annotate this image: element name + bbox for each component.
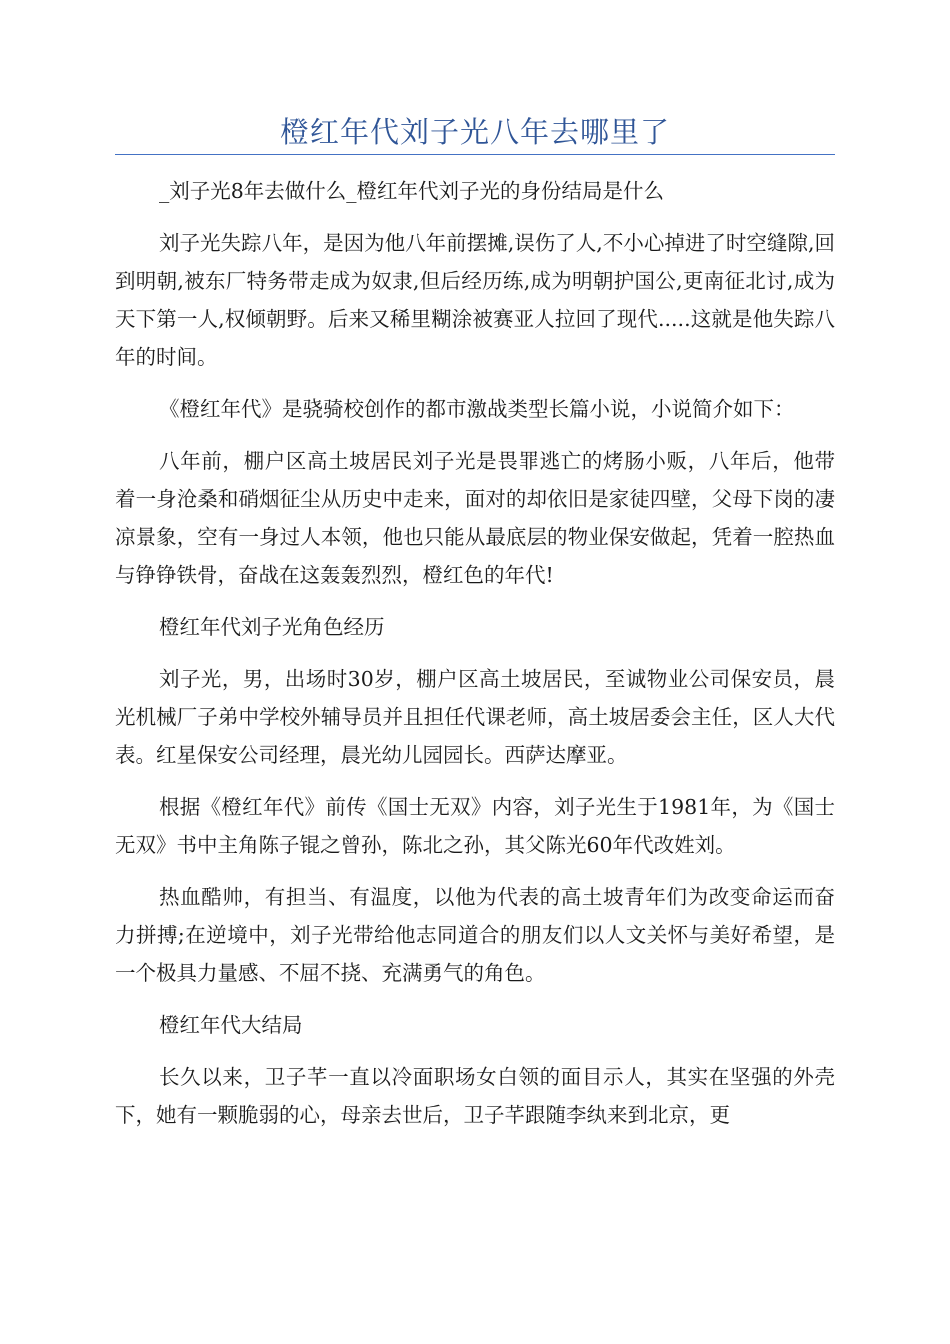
document-body: [115, 172, 835, 1148]
subtitle-paragraph: _刘子光8年去做什么_橙红年代刘子光的身份结局是什么: [159, 179, 665, 203]
body-paragraph: 热血酷帅，有担当、有温度，以他为代表的高土坡青年们为改变命运而奋力拼搏;在逆境中，刘子光带给他志同道合的朋友们以人文关怀与美好希望，是一个极具力量感、不屈不挠、充满勇气的角色。: [115, 885, 835, 985]
section-heading: 橙红年代刘子光角色经历: [159, 615, 385, 639]
body-paragraph: 根据《橙红年代》前传《国士无双》内容，刘子光生于1981年，为《国士无双》书中主角陈子锟之曾孙，陈北之孙，其父陈光60年代改姓刘。: [115, 795, 835, 857]
body-paragraph: 《橙红年代》是骁骑校创作的都市激战类型长篇小说，小说简介如下：: [159, 397, 795, 421]
body-paragraph: 刘子光失踪八年，是因为他八年前摆摊,误伤了人,不小心掉进了时空缝隙,回到明朝,被东厂特务带走成为奴隶,但后经历练,成为明朝护国公,更南征北讨,成为天下第一人,权倾朝野。后来又稀里糊涂被赛亚人拉回了现代.....这就是他失踪八年的时间。: [115, 231, 835, 369]
body-paragraph: 长久以来，卫子芊一直以冷面职场女白领的面目示人，其实在坚强的外壳下，她有一颗脆弱的心，母亲去世后，卫子芊跟随李纨来到北京，更: [115, 1065, 835, 1127]
body-paragraph: 刘子光，男，出场时30岁，棚户区高土坡居民，至诚物业公司保安员，晨光机械厂子弟中学校外辅导员并且担任代课老师，高土坡居委会主任，区人大代表。红星保安公司经理，晨光幼儿园园长。西萨达摩亚。: [115, 667, 835, 767]
body-paragraph: 八年前，棚户区高土坡居民刘子光是畏罪逃亡的烤肠小贩，八年后，他带着一身沧桑和硝烟征尘从历史中走来，面对的却依旧是家徒四壁，父母下岗的凄凉景象，空有一身过人本领，他也只能从最底层的物业保安做起，凭着一腔热血与铮铮铁骨，奋战在这轰轰烈烈，橙红色的年代!: [115, 449, 835, 587]
document-title: 橙红年代刘子光八年去哪里了: [279, 115, 670, 149]
section-heading: 橙红年代大结局: [159, 1013, 303, 1037]
title-underline: [115, 154, 835, 155]
